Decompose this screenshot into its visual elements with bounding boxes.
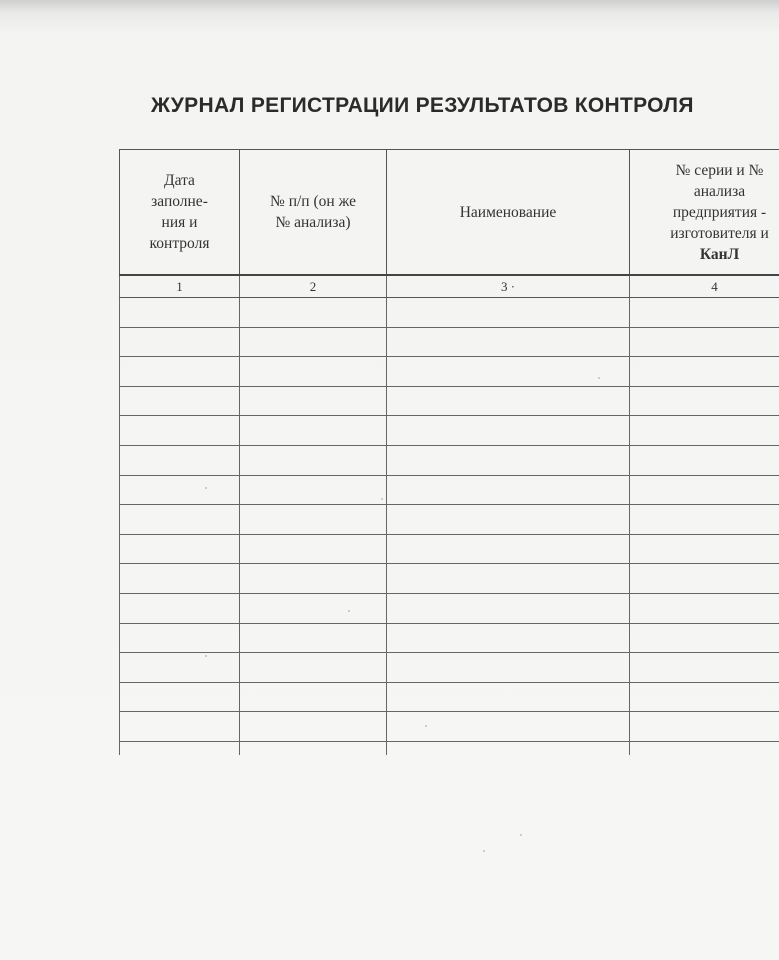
paper-speck [348,610,350,612]
table-cell [240,445,387,475]
table-cell [240,623,387,653]
table-row [120,505,779,535]
table-cell [630,505,779,535]
paper-speck [520,834,522,836]
table-cell [120,623,240,653]
table-cell [387,386,630,416]
table-row [120,298,779,328]
table-cell [240,741,387,755]
table-cell [630,564,779,594]
table-cell [240,505,387,535]
header-date: Дата заполне- ния и контроля [120,150,240,276]
table-cell [387,564,630,594]
table-cell [630,593,779,623]
table-cell [120,653,240,683]
header-name: Наименование [387,150,630,276]
table-cell [240,386,387,416]
table-row [120,593,779,623]
header-number: № п/п (он же № анализа) [240,150,387,276]
table-cell [120,327,240,357]
table-cell [120,712,240,742]
table-cell [387,682,630,712]
table-cell [387,357,630,387]
table-cell [240,653,387,683]
journal-table-wrapper [119,149,779,755]
table-row [120,682,779,712]
table-row [120,623,779,653]
table-cell [387,445,630,475]
table-cell [120,357,240,387]
paper-speck [205,487,207,489]
table-row [120,653,779,683]
header-series: № серии и № анализа предприятия - изготовителя и КанЛ [630,150,779,276]
table-cell [630,386,779,416]
table-cell [387,475,630,505]
table-cell [240,712,387,742]
table-cell [240,564,387,594]
table-cell [630,741,779,755]
journal-title: ЖУРНАЛ РЕГИСТРАЦИИ РЕЗУЛЬТАТОВ КОНТРОЛЯ [151,94,694,117]
table-cell [387,653,630,683]
table-cell [120,564,240,594]
table-cell [120,593,240,623]
table-cell [240,682,387,712]
table-cell [630,712,779,742]
table-cell [387,623,630,653]
table-row [120,386,779,416]
table-cell [387,593,630,623]
table-cell [120,386,240,416]
table-cell [630,682,779,712]
table-cell [120,505,240,535]
table-cell [630,327,779,357]
table-cell [120,475,240,505]
table-cell [630,534,779,564]
paper-speck [598,377,600,379]
table-cell [387,298,630,328]
table-cell [387,741,630,755]
table-cell [120,534,240,564]
column-number: 4 [630,275,779,298]
table-row [120,445,779,475]
table-cell [387,534,630,564]
header-row [120,150,779,276]
table-cell [240,475,387,505]
table-row [120,534,779,564]
table-cell [240,534,387,564]
table-cell [630,357,779,387]
table-row [120,564,779,594]
table-cell [630,475,779,505]
table-cell [387,505,630,535]
table-cell [630,623,779,653]
table-cell [120,741,240,755]
table-cell [120,416,240,446]
table-cell [240,327,387,357]
table-cell [630,298,779,328]
table-cell [240,593,387,623]
table-cell [387,712,630,742]
table-cell [120,298,240,328]
column-number: 1 [120,275,240,298]
table-cell [630,653,779,683]
paper-speck [381,498,383,500]
table-row [120,741,779,755]
table-cell [240,357,387,387]
column-number: 3 · [387,275,630,298]
journal-table [119,149,779,755]
column-number-row [120,275,779,298]
paper-speck [483,850,485,852]
table-cell [630,445,779,475]
table-row [120,327,779,357]
table-row [120,357,779,387]
table-cell [120,445,240,475]
table-cell [240,416,387,446]
table-cell [387,416,630,446]
paper-speck [205,655,207,657]
table-row [120,475,779,505]
table-cell [387,327,630,357]
table-cell [630,416,779,446]
paper-speck [425,725,427,727]
table-row [120,416,779,446]
column-number: 2 [240,275,387,298]
table-row [120,712,779,742]
table-cell [120,682,240,712]
table-cell [240,298,387,328]
